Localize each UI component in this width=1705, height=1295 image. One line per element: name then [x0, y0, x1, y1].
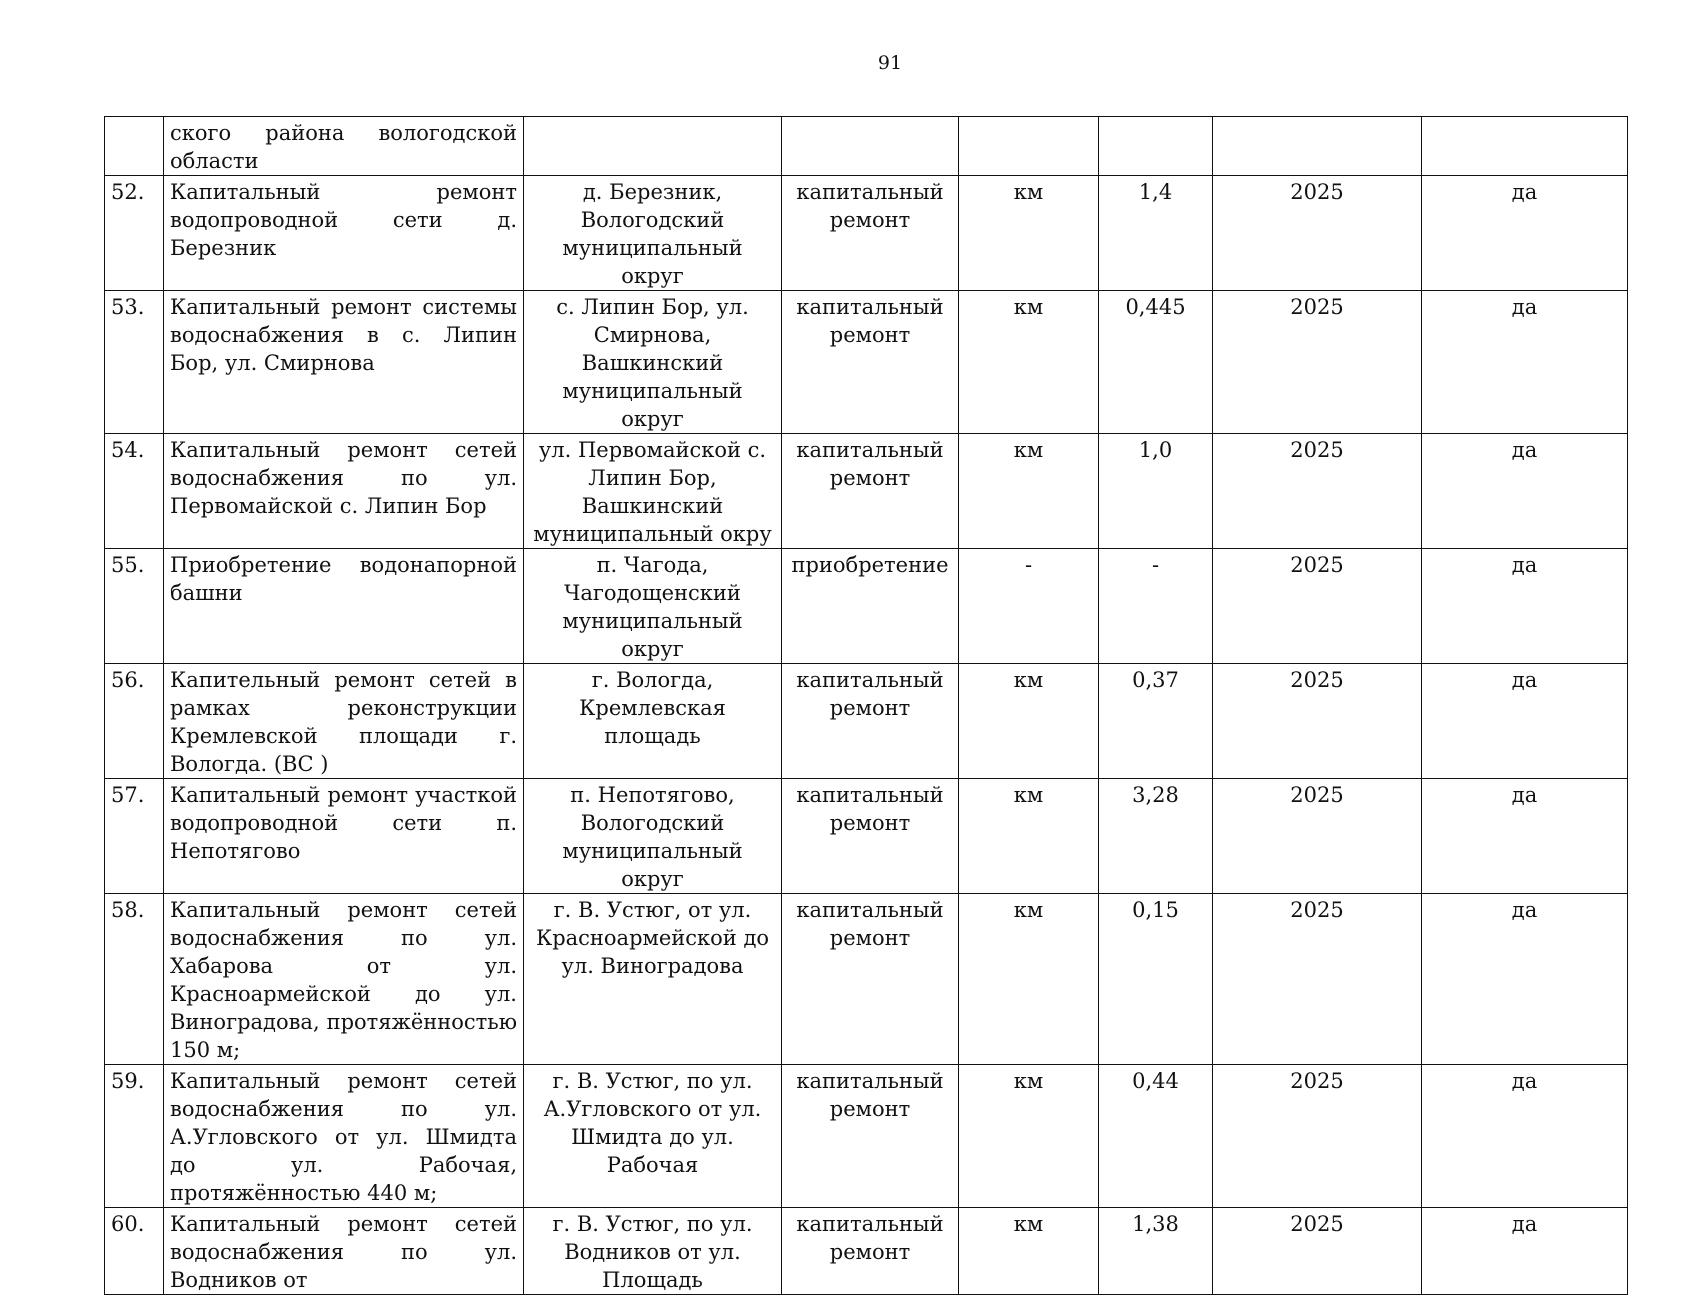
- work-type-cell: капитальный ремонт: [782, 664, 959, 779]
- work-type-cell: капитальный ремонт: [782, 1208, 959, 1295]
- table-row: [105, 117, 1628, 176]
- inclusion-flag-cell: да: [1422, 1065, 1628, 1208]
- capacity-value-cell: 1,38: [1099, 1208, 1213, 1295]
- capacity-value-cell: 0,15: [1099, 894, 1213, 1065]
- measure-unit-cell: км: [959, 176, 1099, 291]
- objects-table: [104, 116, 1628, 1295]
- object-location-cell: ул. Первомайской с. Липин Бор, Вашкинский муниципальный окру: [524, 434, 782, 549]
- object-name-cell: Капитальный ремонт сетей водоснабжения по ул. Хабарова от ул. Красноармейской до ул. Виноградова, протяжённостью 150 м;: [164, 894, 524, 1065]
- row-number-cell: 57.: [105, 779, 164, 894]
- object-name-cell: Капитальный ремонт системы водоснабжения в с. Липин Бор, ул. Смирнова: [164, 291, 524, 434]
- table-row: [105, 291, 1628, 434]
- capacity-value-cell: 0,44: [1099, 1065, 1213, 1208]
- inclusion-flag-cell: да: [1422, 434, 1628, 549]
- row-number-cell: 53.: [105, 291, 164, 434]
- table-row: [105, 549, 1628, 664]
- completion-year-cell: 2025: [1213, 664, 1422, 779]
- capacity-value-cell: 1,4: [1099, 176, 1213, 291]
- measure-unit-cell: км: [959, 664, 1099, 779]
- inclusion-flag-cell: да: [1422, 549, 1628, 664]
- inclusion-flag-cell: да: [1422, 1208, 1628, 1295]
- object-name-cell: Капитальный ремонт сетей водоснабжения по ул. А.Угловского от ул. Шмидта до ул. Рабочая, протяжённостью 440 м;: [164, 1065, 524, 1208]
- completion-year-cell: [1213, 117, 1422, 176]
- completion-year-cell: 2025: [1213, 434, 1422, 549]
- table-row: [105, 894, 1628, 1065]
- work-type-cell: приобретение: [782, 549, 959, 664]
- object-location-cell: п. Чагода, Чагодощенский муниципальный округ: [524, 549, 782, 664]
- table-row: [105, 176, 1628, 291]
- inclusion-flag-cell: да: [1422, 176, 1628, 291]
- table-row: [105, 434, 1628, 549]
- inclusion-flag-cell: да: [1422, 291, 1628, 434]
- row-number-cell: 52.: [105, 176, 164, 291]
- capacity-value-cell: 1,0: [1099, 434, 1213, 549]
- completion-year-cell: 2025: [1213, 176, 1422, 291]
- capacity-value-cell: 0,445: [1099, 291, 1213, 434]
- object-location-cell: г. В. Устюг, от ул. Красноармейской до ул. Виноградова: [524, 894, 782, 1065]
- object-location-cell: г. В. Устюг, по ул. Водников от ул. Площадь: [524, 1208, 782, 1295]
- row-number-cell: 60.: [105, 1208, 164, 1295]
- object-location-cell: г. В. Устюг, по ул. А.Угловского от ул. Шмидта до ул. Рабочая: [524, 1065, 782, 1208]
- measure-unit-cell: км: [959, 1208, 1099, 1295]
- object-name-cell: ского района вологодской области: [164, 117, 524, 176]
- measure-unit-cell: км: [959, 779, 1099, 894]
- completion-year-cell: 2025: [1213, 291, 1422, 434]
- work-type-cell: капитальный ремонт: [782, 176, 959, 291]
- row-number-cell: 59.: [105, 1065, 164, 1208]
- capacity-value-cell: [1099, 117, 1213, 176]
- completion-year-cell: 2025: [1213, 549, 1422, 664]
- capacity-value-cell: -: [1099, 549, 1213, 664]
- table-row: [105, 1065, 1628, 1208]
- work-type-cell: капитальный ремонт: [782, 434, 959, 549]
- measure-unit-cell: [959, 117, 1099, 176]
- inclusion-flag-cell: да: [1422, 894, 1628, 1065]
- inclusion-flag-cell: да: [1422, 779, 1628, 894]
- table-row: [105, 664, 1628, 779]
- completion-year-cell: 2025: [1213, 894, 1422, 1065]
- work-type-cell: капитальный ремонт: [782, 291, 959, 434]
- inclusion-flag-cell: да: [1422, 664, 1628, 779]
- work-type-cell: капитальный ремонт: [782, 894, 959, 1065]
- object-location-cell: [524, 117, 782, 176]
- object-name-cell: Капитальный ремонт водопроводной сети д. Березник: [164, 176, 524, 291]
- measure-unit-cell: км: [959, 1065, 1099, 1208]
- object-name-cell: Приобретение водонапорной башни: [164, 549, 524, 664]
- object-location-cell: п. Непотягово, Вологодский муниципальный округ: [524, 779, 782, 894]
- object-name-cell: Капительный ремонт сетей в рамках реконструкции Кремлевской площади г. Вологда. (ВС ): [164, 664, 524, 779]
- work-type-cell: [782, 117, 959, 176]
- measure-unit-cell: км: [959, 291, 1099, 434]
- page-number: 91: [877, 52, 903, 74]
- inclusion-flag-cell: [1422, 117, 1628, 176]
- row-number-cell: 55.: [105, 549, 164, 664]
- object-location-cell: г. Вологда, Кремлевская площадь: [524, 664, 782, 779]
- row-number-cell: 54.: [105, 434, 164, 549]
- table-row: [105, 779, 1628, 894]
- object-location-cell: с. Липин Бор, ул. Смирнова, Вашкинский муниципальный округ: [524, 291, 782, 434]
- work-type-cell: капитальный ремонт: [782, 779, 959, 894]
- row-number-cell: 56.: [105, 664, 164, 779]
- object-name-cell: Капитальный ремонт участкой водопроводной сети п. Непотягово: [164, 779, 524, 894]
- completion-year-cell: 2025: [1213, 779, 1422, 894]
- capacity-value-cell: 0,37: [1099, 664, 1213, 779]
- capacity-value-cell: 3,28: [1099, 779, 1213, 894]
- measure-unit-cell: км: [959, 434, 1099, 549]
- measure-unit-cell: -: [959, 549, 1099, 664]
- row-number-cell: [105, 117, 164, 176]
- table-row: [105, 1208, 1628, 1295]
- completion-year-cell: 2025: [1213, 1065, 1422, 1208]
- row-number-cell: 58.: [105, 894, 164, 1065]
- object-location-cell: д. Березник, Вологодский муниципальный округ: [524, 176, 782, 291]
- measure-unit-cell: км: [959, 894, 1099, 1065]
- work-type-cell: капитальный ремонт: [782, 1065, 959, 1208]
- object-name-cell: Капитальный ремонт сетей водоснабжения по ул. Первомайской с. Липин Бор: [164, 434, 524, 549]
- object-name-cell: Капитальный ремонт сетей водоснабжения по ул. Водников от: [164, 1208, 524, 1295]
- completion-year-cell: 2025: [1213, 1208, 1422, 1295]
